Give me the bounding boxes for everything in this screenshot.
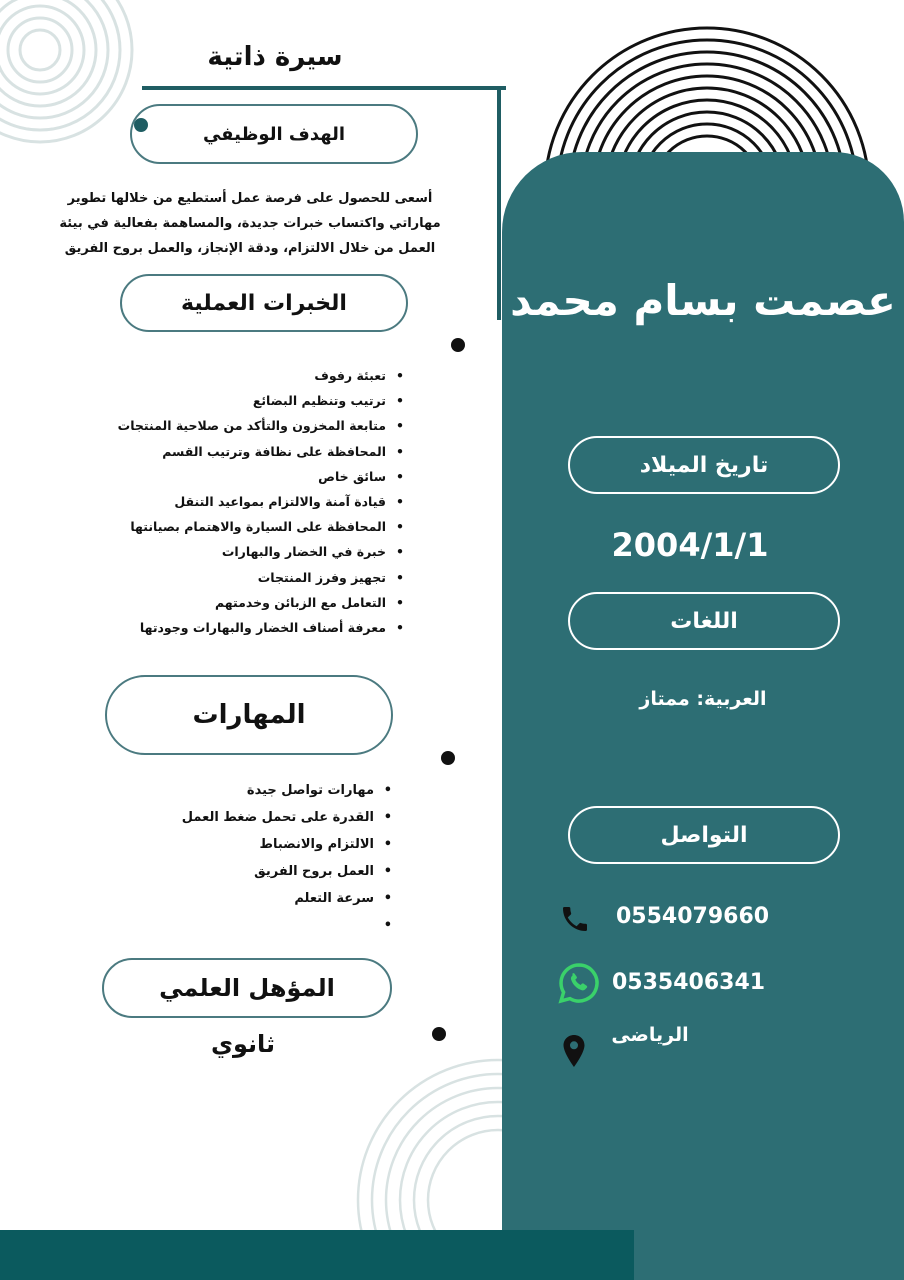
person-name: عصمت بسام محمد [510, 276, 896, 325]
experience-list [118, 363, 408, 640]
contact-heading [568, 806, 840, 864]
experience-item: • معرفة أصناف الخضار والبهارات وجودتها [118, 615, 408, 640]
title-underline [142, 86, 506, 90]
education-heading-label: المؤهل العلمي [159, 974, 335, 1002]
skills-heading [105, 675, 393, 755]
objective-text: أسعى للحصول على فرصة عمل أستطيع من خلالها تطوير مهاراتي واكتساب خبرات جديدة، والمساهمة بفعالية في بيئة العمل من خلال الالتزام، ودقة الإنجاز، والعمل بروح الفريق [59, 191, 441, 256]
experience-heading-label: الخبرات العملية [181, 290, 347, 316]
birth-heading-label: تاريخ الميلاد [639, 452, 769, 478]
languages-heading [568, 592, 840, 650]
cv-title: سيرة ذاتية [207, 42, 343, 72]
skill-item: • سرعة التعلم [182, 885, 396, 912]
skill-item: • الالتزام والانضباط [182, 831, 396, 858]
experience-item: • التعامل مع الزبائن وخدمتهم [118, 590, 408, 615]
objective-heading [130, 104, 418, 164]
skills-dot [441, 751, 455, 765]
experience-item: • المحافظة على نظافة وترتيب القسم [118, 439, 408, 464]
bottom-band [0, 1230, 634, 1280]
skill-item: • العمل بروح الفريق [182, 858, 396, 885]
objective-dot [134, 118, 148, 132]
skill-item: • مهارات تواصل جيدة [182, 777, 396, 804]
contact-heading-label: التواصل [660, 822, 748, 848]
divider-line [497, 86, 501, 320]
location-pin-icon [562, 1034, 586, 1072]
language-level: العربية: ممتاز [639, 688, 767, 710]
experience-item: • خبرة في الخضار والبهارات [118, 539, 408, 564]
languages-heading-label: اللغات [670, 608, 738, 634]
experience-item: • تجهيز وفرز المنتجات [118, 565, 408, 590]
skills-heading-label: المهارات [192, 700, 306, 730]
birth-date: 2004/1/1 [611, 526, 769, 564]
experience-item: • ترتيب وتنظيم البضائع [118, 388, 408, 413]
objective-heading-label: الهدف الوظيفي [202, 123, 346, 145]
experience-item: • سائق خاص [118, 464, 408, 489]
birth-heading [568, 436, 840, 494]
phone-icon [559, 903, 591, 939]
phone-number: 0554079660 [616, 904, 770, 929]
education-value: ثانوي [210, 1030, 276, 1058]
experience-item: • قيادة آمنة والالتزام بمواعيد التنقل [118, 489, 408, 514]
skill-item: • القدرة على تحمل ضغط العمل [182, 804, 396, 831]
experience-item: • تعبئة رفوف [118, 363, 408, 388]
education-dot [432, 1027, 446, 1041]
experience-item: • المحافظة على السيارة والاهتمام بصيانتها [118, 514, 408, 539]
location-text: الرياضى [611, 1024, 689, 1046]
experience-dot [451, 338, 465, 352]
skills-list [182, 777, 396, 912]
experience-item: • متابعة المخزون والتأكد من صلاحية المنتجات [118, 413, 408, 438]
education-heading [102, 958, 392, 1018]
experience-heading [120, 274, 408, 332]
whatsapp-number: 0535406341 [612, 970, 766, 995]
whatsapp-icon [556, 960, 602, 1010]
